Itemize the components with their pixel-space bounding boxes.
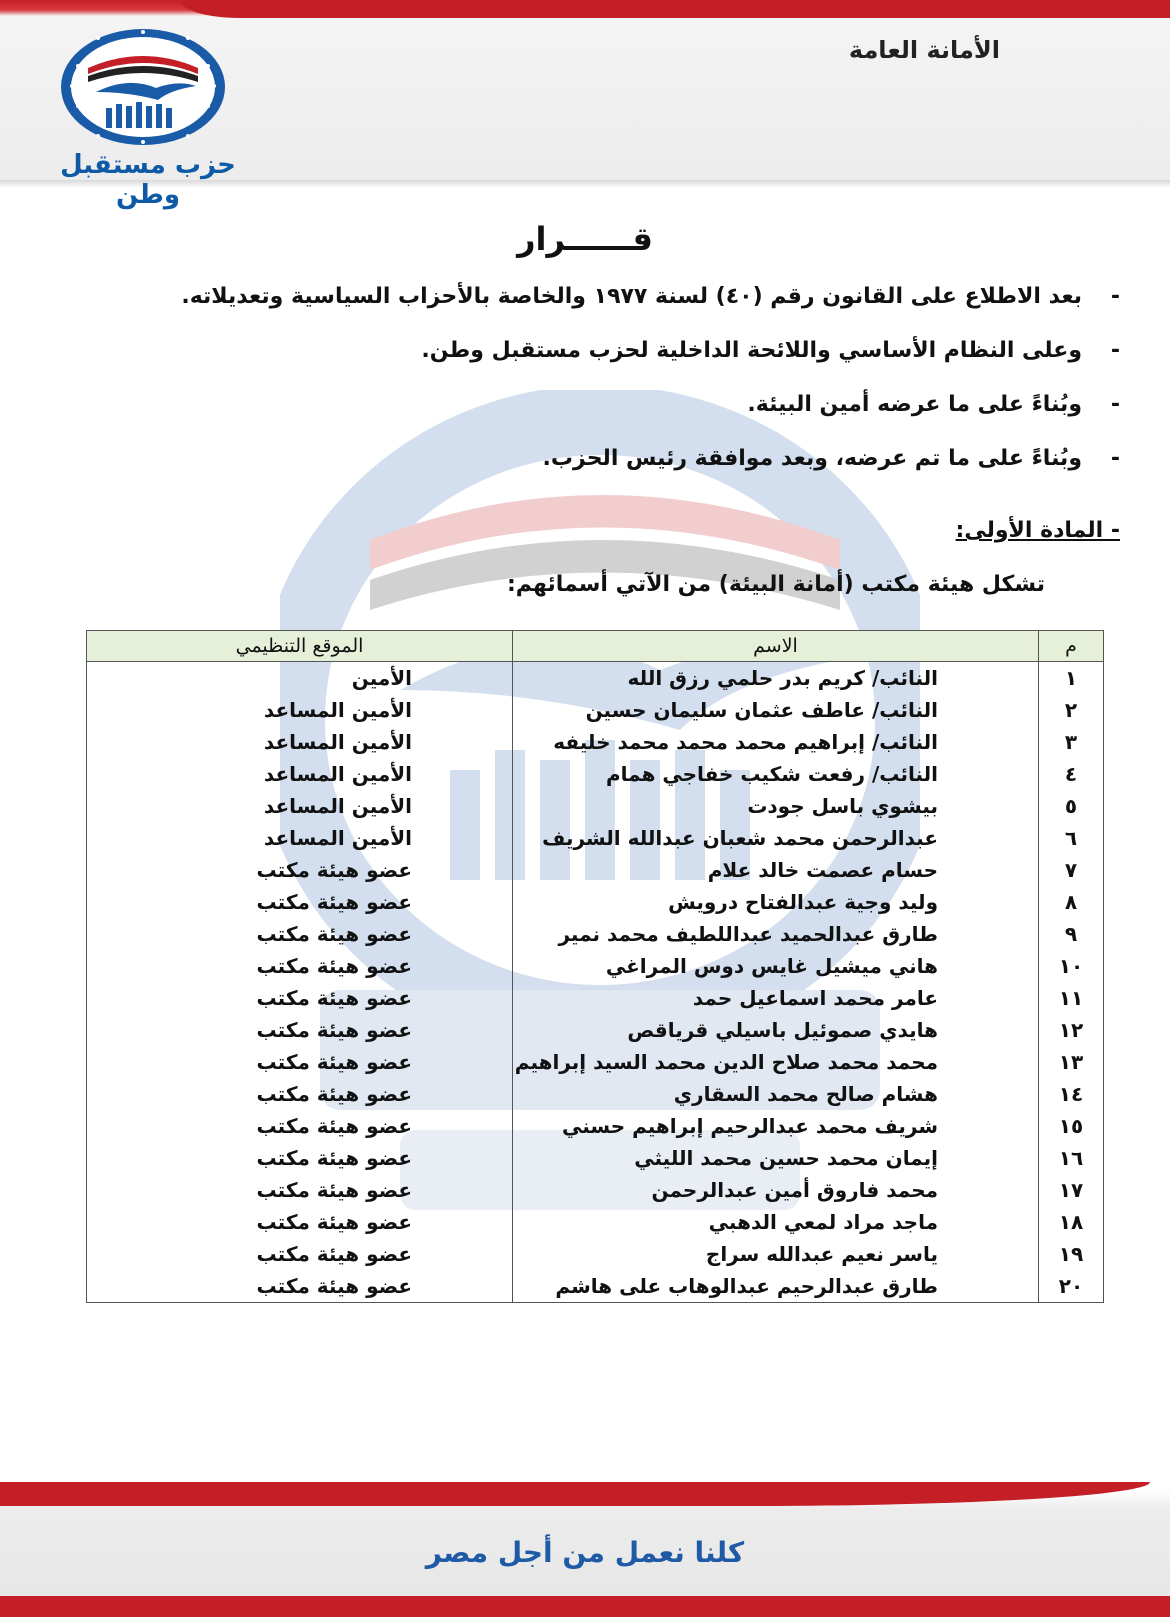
row-num: ١٦ xyxy=(1039,1142,1104,1174)
row-name: النائب/ إبراهيم محمد محمد محمد خليفه xyxy=(513,726,1039,758)
row-name: هاني ميشيل غايس دوس المراغي xyxy=(513,950,1039,982)
row-role: الأمين xyxy=(87,662,513,695)
row-num: ١١ xyxy=(1039,982,1104,1014)
party-logo xyxy=(58,26,228,148)
row-role: عضو هيئة مكتب xyxy=(87,1142,513,1174)
article-title: - المادة الأولى: xyxy=(955,518,1120,543)
row-name: هايدي صموئيل باسيلي قرياقص xyxy=(513,1014,1039,1046)
table-row xyxy=(87,1270,1104,1303)
row-num: ٩ xyxy=(1039,918,1104,950)
row-name: شريف محمد عبدالرحيم إبراهيم حسني xyxy=(513,1110,1039,1142)
table-row xyxy=(87,662,1104,695)
table-row xyxy=(87,1110,1104,1142)
table-header-row xyxy=(87,631,1104,662)
row-role: الأمين المساعد xyxy=(87,790,513,822)
row-role: عضو هيئة مكتب xyxy=(87,950,513,982)
logo-text: حزب مستقبل وطن xyxy=(60,150,236,210)
table-row xyxy=(87,694,1104,726)
row-num: ١٥ xyxy=(1039,1110,1104,1142)
row-role: عضو هيئة مكتب xyxy=(87,1110,513,1142)
decision-title: قــــــرار xyxy=(517,220,653,258)
row-role: عضو هيئة مكتب xyxy=(87,1206,513,1238)
header-title: الأمانة العامة xyxy=(848,36,1000,64)
row-name: طارق عبدالحميد عبداللطيف محمد نمير xyxy=(513,918,1039,950)
row-name: هشام صالح محمد السقاري xyxy=(513,1078,1039,1110)
table-row xyxy=(87,950,1104,982)
row-name: وليد وجية عبدالفتاح درويش xyxy=(513,886,1039,918)
footer-red-stripe xyxy=(0,1596,1170,1617)
header-role: الموقع التنظيمي xyxy=(87,631,513,662)
table-row xyxy=(87,1014,1104,1046)
preamble-clauses xyxy=(40,282,1120,498)
row-num: ٤ xyxy=(1039,758,1104,790)
row-role: عضو هيئة مكتب xyxy=(87,1014,513,1046)
row-num: ٢٠ xyxy=(1039,1270,1104,1303)
header-name: الاسم xyxy=(513,631,1039,662)
row-num: ١٧ xyxy=(1039,1174,1104,1206)
row-role: الأمين المساعد xyxy=(87,822,513,854)
table-row xyxy=(87,726,1104,758)
table-row xyxy=(87,854,1104,886)
row-name: بيشوي باسل جودت xyxy=(513,790,1039,822)
clause-item: -بعد الاطلاع على القانون رقم (٤٠) لسنة ١٩٧٧ والخاصة بالأحزاب السياسية وتعديلاته. xyxy=(181,284,1120,309)
header-red-stripe xyxy=(180,0,1170,18)
table-row xyxy=(87,1238,1104,1270)
row-role: الأمين المساعد xyxy=(87,726,513,758)
row-num: ١٩ xyxy=(1039,1238,1104,1270)
row-name: ماجد مراد لمعي الدهبي xyxy=(513,1206,1039,1238)
clause-item: -وبُناءً على ما تم عرضه، وبعد موافقة رئيس الحزب. xyxy=(542,446,1120,471)
members-table xyxy=(86,630,1104,1303)
row-num: ١ xyxy=(1039,662,1104,695)
row-role: الأمين المساعد xyxy=(87,694,513,726)
table-row xyxy=(87,1078,1104,1110)
header-num: م xyxy=(1039,631,1104,662)
row-role: عضو هيئة مكتب xyxy=(87,854,513,886)
row-num: ١٠ xyxy=(1039,950,1104,982)
row-num: ٨ xyxy=(1039,886,1104,918)
clause-item: -وعلى النظام الأساسي واللائحة الداخلية لحزب مستقبل وطن. xyxy=(421,338,1120,363)
table-row xyxy=(87,886,1104,918)
row-name: النائب/ رفعت شكيب خفاجي همام xyxy=(513,758,1039,790)
row-num: ١٣ xyxy=(1039,1046,1104,1078)
table-row xyxy=(87,822,1104,854)
row-num: ٢ xyxy=(1039,694,1104,726)
table-row xyxy=(87,790,1104,822)
table-row xyxy=(87,1174,1104,1206)
row-role: عضو هيئة مكتب xyxy=(87,886,513,918)
row-role: عضو هيئة مكتب xyxy=(87,982,513,1014)
row-name: النائب/ عاطف عثمان سليمان حسين xyxy=(513,694,1039,726)
row-role: عضو هيئة مكتب xyxy=(87,1238,513,1270)
row-name: حسام عصمت خالد علام xyxy=(513,854,1039,886)
row-name: إيمان محمد حسين محمد الليثي xyxy=(513,1142,1039,1174)
row-role: عضو هيئة مكتب xyxy=(87,1174,513,1206)
row-name: طارق عبدالرحيم عبدالوهاب على هاشم xyxy=(513,1270,1039,1303)
row-role: عضو هيئة مكتب xyxy=(87,918,513,950)
row-name: ياسر نعيم عبدالله سراج xyxy=(513,1238,1039,1270)
row-num: ٦ xyxy=(1039,822,1104,854)
row-name: عبدالرحمن محمد شعبان عبدالله الشريف xyxy=(513,822,1039,854)
row-role: عضو هيئة مكتب xyxy=(87,1270,513,1303)
table-row xyxy=(87,1206,1104,1238)
table-row xyxy=(87,1142,1104,1174)
row-num: ٧ xyxy=(1039,854,1104,886)
row-num: ١٤ xyxy=(1039,1078,1104,1110)
row-num: ١٨ xyxy=(1039,1206,1104,1238)
row-name: النائب/ كريم بدر حلمي رزق الله xyxy=(513,662,1039,695)
table-row xyxy=(87,1046,1104,1078)
row-name: محمد محمد صلاح الدين محمد السيد إبراهيم xyxy=(513,1046,1039,1078)
clause-item: -وبُناءً على ما عرضه أمين البيئة. xyxy=(747,392,1120,417)
row-num: ٣ xyxy=(1039,726,1104,758)
row-role: عضو هيئة مكتب xyxy=(87,1046,513,1078)
row-num: ٥ xyxy=(1039,790,1104,822)
article-intro: تشكل هيئة مكتب (أمانة البيئة) من الآتي أسمائهم: xyxy=(506,572,1045,597)
footer-slogan: كلنا نعمل من أجل مصر xyxy=(425,1536,745,1569)
table-row xyxy=(87,758,1104,790)
row-role: عضو هيئة مكتب xyxy=(87,1078,513,1110)
table-row xyxy=(87,982,1104,1014)
row-role: الأمين المساعد xyxy=(87,758,513,790)
row-name: عامر محمد اسماعيل حمد xyxy=(513,982,1039,1014)
row-name: محمد فاروق أمين عبدالرحمن xyxy=(513,1174,1039,1206)
row-num: ١٢ xyxy=(1039,1014,1104,1046)
table-row xyxy=(87,918,1104,950)
